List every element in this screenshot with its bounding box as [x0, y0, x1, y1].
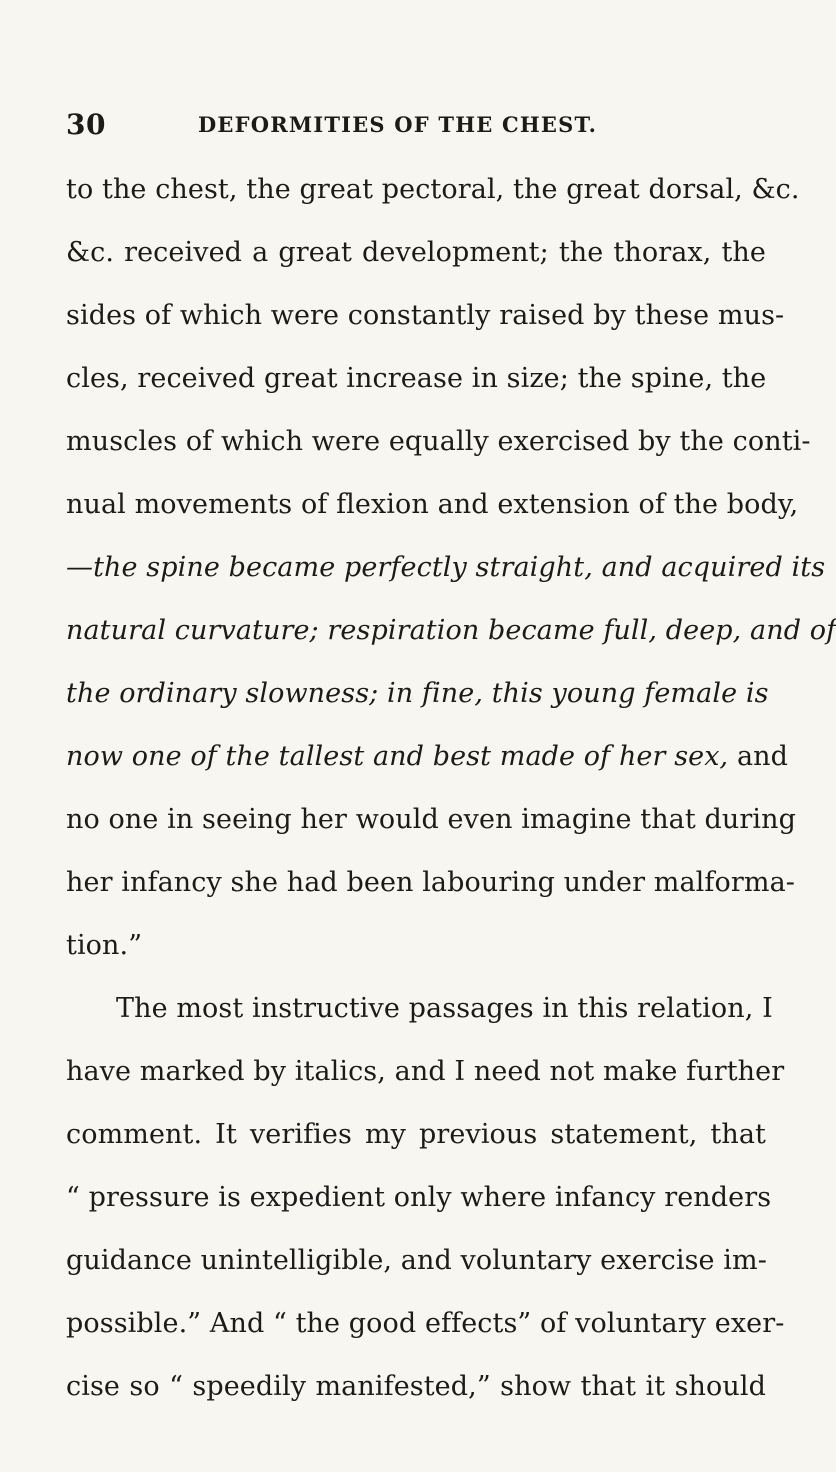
text-segment: and: [736, 741, 789, 772]
text-line: [66, 1355, 766, 1418]
text-segment: “ pressure is expedient only where infancy renders: [66, 1182, 772, 1213]
text-segment: cles, received great increase in size; the spine, the: [66, 363, 767, 394]
text-segment: have marked by italics, and I need not make further: [66, 1056, 785, 1087]
text-line: [66, 221, 766, 284]
italic-segment: the ordinary slowness; in fine, this young female is: [66, 678, 769, 709]
text-segment: tion.”: [66, 930, 143, 961]
page-number: 30: [66, 108, 106, 141]
italic-text-line: [66, 599, 836, 662]
text-line: [66, 1292, 785, 1355]
text-segment: &c. received a great development; the thorax, the: [66, 237, 766, 268]
text-segment: comment. It verifies my previous statement, that: [66, 1119, 766, 1150]
text-segment: her infancy she had been labouring under malforma-: [66, 867, 795, 898]
text-segment: muscles of which were equally exercised by the conti-: [66, 426, 811, 457]
italic-text-line: [66, 536, 826, 599]
running-head: DEFORMITIES OF THE CHEST.: [198, 112, 598, 137]
text-line: [66, 788, 796, 851]
text-line: [66, 1040, 785, 1103]
page-header: [66, 108, 766, 148]
text-line: [66, 1103, 766, 1166]
text-line: [66, 158, 800, 221]
text-line: [66, 851, 795, 914]
italic-segment: —the spine became perfectly straight, and acquired its: [66, 552, 826, 583]
text-line: [66, 347, 766, 410]
italic-segment: natural curvature; respiration became full, deep, and of: [66, 615, 836, 646]
text-segment: The most instructive passages in this relation, I: [116, 993, 773, 1024]
text-segment: to the chest, the great pectoral, the great dorsal, &c.: [66, 174, 800, 205]
text-line: [66, 284, 785, 347]
italic-segment: now one of the tallest and best made of her sex,: [66, 741, 729, 772]
text-line: [66, 914, 766, 977]
text-line: [66, 725, 789, 788]
text-segment: nual movements of flexion and extension of the body,: [66, 489, 799, 520]
body-text: [66, 158, 836, 1418]
text-line: [66, 473, 799, 536]
text-line: [66, 410, 811, 473]
text-segment: sides of which were constantly raised by these mus-: [66, 300, 785, 331]
text-segment: possible.” And “ the good effects” of voluntary exer-: [66, 1308, 785, 1339]
text-segment: no one in seeing her would even imagine that during: [66, 804, 796, 835]
paragraph-first-line: [66, 977, 773, 1040]
text-segment: cise so “ speedily manifested,” show that it should: [66, 1371, 766, 1402]
text-line: [66, 1166, 772, 1229]
text-segment: guidance unintelligible, and voluntary exercise im-: [66, 1245, 767, 1276]
text-line: [66, 1229, 766, 1292]
italic-text-line: [66, 662, 769, 725]
